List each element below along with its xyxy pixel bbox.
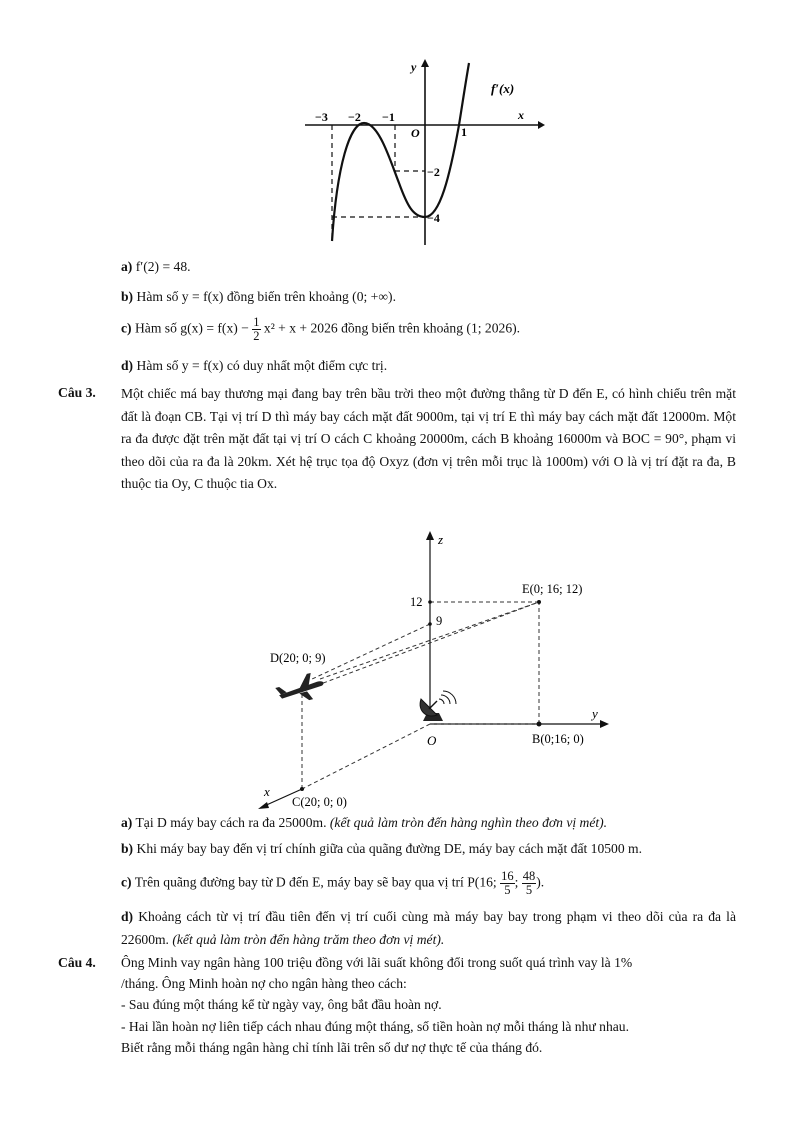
q3-a-text: Tại D máy bay cách ra đa 25000m. [135,815,327,830]
z-axis-arrow [426,531,434,540]
y-axis-arrow [421,59,429,67]
q3-c-sep: ; [514,874,519,890]
label-B: B(0;16; 0) [532,732,584,746]
q2-c-den: 2 [253,329,260,343]
q3-c-frac1 [500,870,515,897]
q4-line4: - Hai lần hoàn nợ liên tiếp cách nhau đúng một tháng, số tiền hoàn nợ mỗi tháng là như nhau. [121,1019,629,1034]
q2-d-label: d) [121,358,134,373]
q2-statement-b [121,289,396,305]
q4-label: Câu 4. [58,955,96,970]
tick-x-neg3: −3 [315,110,328,124]
q3-label: Câu 3. [58,385,96,400]
tick-x-neg1: −1 [382,110,395,124]
tick-y-neg4: −4 [427,211,440,225]
q4-line5: Biết rằng mỗi tháng ngân hàng chỉ tính lãi trên số dư nợ thực tế của tháng đó. [121,1040,543,1055]
q2-a-text: f′(2) = 48. [135,259,191,274]
q2-b-text: Hàm số y = f(x) đồng biến trên khoảng (0; +∞). [136,289,396,304]
label-y: y [592,706,598,721]
q3-c-frac2 [522,870,537,897]
label-9: 9 [436,614,443,628]
y-axis-label: y [411,60,417,74]
derivative-graph [295,55,545,250]
q3-a-label: a) [121,815,133,830]
label-z: z [438,532,444,547]
q2-c-num: 1 [253,315,260,329]
q3-a-note: (kết quả làm tròn đến hàng nghìn theo đơn vị mét). [329,815,608,830]
q2-c-post: x² + x + 2026 đồng biến trên khoảng (1; 2026). [263,320,521,336]
tick-y-neg2: −2 [427,165,440,179]
point-E [537,600,541,604]
point-B [537,722,542,727]
q3-statement-c [121,870,544,897]
q3-d-label: d) [121,909,134,924]
label-x: x [264,784,270,799]
label-E: E(0; 16; 12) [522,582,583,596]
q4-line2: /tháng. Ông Minh hoàn nợ cho ngân hàng theo cách: [121,976,407,991]
x-axis-3d-arrow [258,802,269,809]
q2-statement-a [121,259,191,275]
point-12 [428,600,432,604]
q3-text: Một chiếc má bay thương mại đang bay trên bầu trời theo một đường thẳng từ D đến E, có hình chiếu trên mặt đất là đoạn CB. Tại vị trí D thì máy bay cách mặt đất 9000m, tại vị trí E thì máy bay cách mặt đất 12000m. Một ra đa được đặt trên mặt đất tại vị trí O cách C khoảng 20000m, cách B khoảng 16000m và BOC = 90°, phạm vi theo dõi của ra đa là 20km. Xét hệ trục tọa độ Oxyz (đơn vị trên mỗi trục là 1000m) với O là vị trí đặt ra đa, B thuộc tia Oy, C thuộc tia Ox. [121,386,736,491]
q3-c-pre: Trên quãng đường bay từ D đến E, máy bay sẽ bay qua vị trí P(16; [134,874,497,890]
q3-statement-b [121,841,642,857]
label-D: D(20; 0; 9) [270,651,326,665]
q3-d-note: (kết quả làm tròn đến hàng trăm theo đơn vị mét). [172,931,445,947]
q2-d-text: Hàm số y = f(x) có duy nhất một điểm cực trị. [136,358,388,373]
q3-statement-a [121,815,607,831]
q3-b-text: Khi máy bay bay đến vị trí chính giữa của quãng đường DE, máy bay cách mặt đất 10500 m. [136,841,643,856]
q4-line3: - Sau đúng một tháng kể từ ngày vay, ông bắt đầu hoàn nợ. [121,997,442,1012]
q2-b-label: b) [121,289,134,304]
q3-c-n2: 48 [522,869,536,883]
tick-x-neg2: −2 [348,110,361,124]
q4-line1: Ông Minh vay ngân hàng 100 triệu đồng với lãi suất không đổi trong suốt quá trình vay là 1% [121,955,633,970]
q2-statement-d [121,358,387,374]
tick-x-1: 1 [461,125,467,139]
q3-d-text: Khoảng cách từ vị trí đầu tiên đến vị trí cuối cùng mà máy bay bay trong phạm vi theo dõi của ra đa là 22600m. [121,909,736,947]
q2-statement-c [121,316,520,343]
point-C [300,787,304,791]
q2-c-fraction [252,316,260,343]
label-12: 12 [410,595,423,609]
x-axis-label: x [518,108,524,122]
airplane-diagram [250,528,620,814]
q2-c-label: c) [121,320,132,336]
label-C: C(20; 0; 0) [292,795,347,809]
label-O: O [427,733,437,748]
y-axis-3d-arrow [600,720,609,728]
x-axis-arrow [538,121,545,129]
q3-c-post: ). [536,874,545,890]
q2-c-pre: Hàm số g(x) = f(x) − [134,320,249,336]
q3-b-label: b) [121,841,134,856]
q3-c-d2: 5 [525,883,533,897]
function-label: f′(x) [491,81,515,96]
radar-icon [420,691,456,721]
origin-label: O [411,126,420,140]
q3-statement-d [121,906,736,951]
q3-c-label: c) [121,874,132,890]
q3-c-d1: 5 [504,883,511,897]
q3-c-n1: 16 [501,869,514,883]
q2-a-label: a) [121,259,133,274]
derivative-curve [332,63,469,241]
point-9 [428,622,432,626]
